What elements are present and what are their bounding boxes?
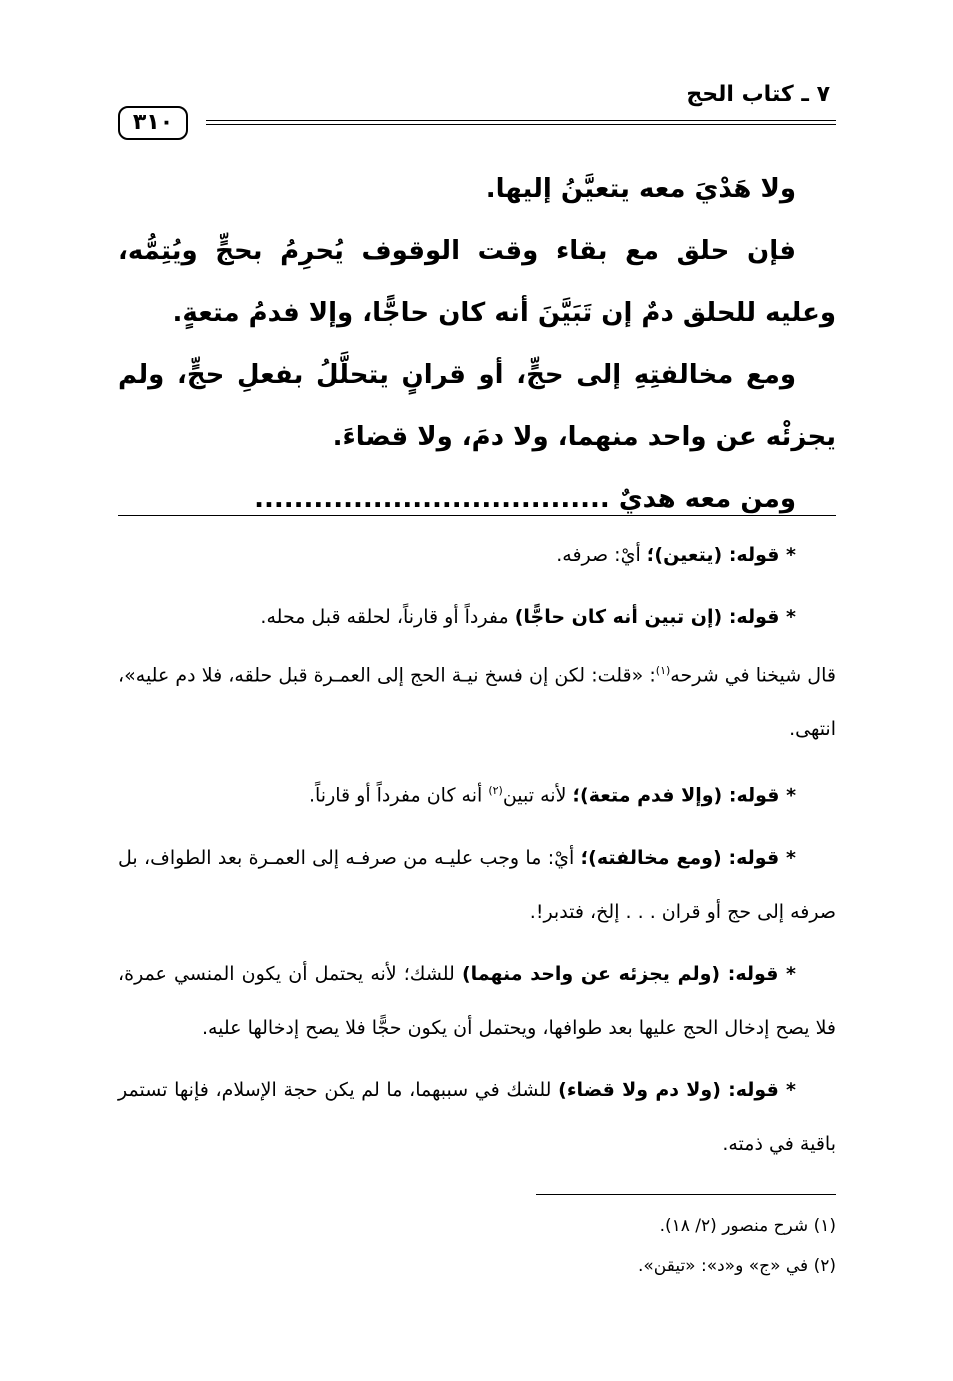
commentary-2 <box>118 590 836 644</box>
main-paragraph-1: ولا هَدْيَ معه يتعيَّنُ إليها. <box>485 174 796 204</box>
page-number: ٣١٠ <box>118 106 188 140</box>
main-paragraph-3: ومع مخالفتِهِ إلى حجٍّ، أو قرانٍ يتحلَّلُ بفعلِ حجٍّ، ولم يجزئْه عن واحد منهما، ولا دمَ، ولا قضاءَ. <box>118 360 836 452</box>
footnotes <box>118 1206 836 1286</box>
commentary-4-b: أنه كان مفرداً أو قارناً. <box>308 784 489 807</box>
commentary-3-b: : «قلت: لكن إن فسخ نيـة الحج إلى العمـرة قبل حلقه، فلا دم عليه»، انتهى. <box>118 664 836 741</box>
main-text <box>118 158 836 530</box>
footnote-2: (٢) في «ج» و«د»: «تيقن». <box>637 1256 836 1276</box>
commentary-6 <box>118 947 836 1055</box>
main-paragraph-4-text: ومن معه هديٌ <box>618 484 796 514</box>
commentary-3-a: قال شيخنا في شرحه <box>670 664 836 687</box>
commentary-7-body: للشك في سببهما، ما لم يكن حجة الإسلام، فإنها تستمر باقية في ذمته. <box>118 1078 836 1155</box>
text-divider <box>118 515 836 516</box>
chapter-title: ٧ ـ كتاب الحج <box>686 82 830 107</box>
main-paragraph-4 <box>118 468 836 530</box>
commentary <box>118 528 836 1171</box>
commentary-4 <box>118 764 836 822</box>
footnote-1: (١) شرح منصور (٢/ ١٨). <box>659 1216 836 1236</box>
commentary-1 <box>118 528 836 582</box>
commentary-1-head: * قوله: (يتعين)؛ <box>646 544 796 566</box>
commentary-5-body: أيْ: ما وجب عليـه من صرفـه إلى العمـرة بعد الطواف، بل صرفه إلى حج أو قران . . . إلخ، فتدبر!. <box>118 846 836 923</box>
header-rule-double <box>206 124 836 125</box>
footnote-rule <box>536 1194 836 1195</box>
commentary-7 <box>118 1063 836 1171</box>
commentary-4-head: * قوله: (وإلا فدم متعة)؛ <box>572 784 796 807</box>
footnote-ref-1: (١) <box>655 664 671 677</box>
commentary-2-body: مفرداً أو قارناً، لحلقه قبل محله. <box>260 606 515 628</box>
commentary-1-body: أيْ: صرفه. <box>556 544 647 566</box>
running-header <box>118 82 836 135</box>
commentary-2-head: * قوله: (إن تبين أنه كان حاجًّا) <box>514 606 796 628</box>
book-page <box>118 78 836 1318</box>
leader-dots: .................................... <box>254 484 610 514</box>
commentary-5-head: * قوله: (ومع مخالفته)؛ <box>580 846 796 869</box>
commentary-6-head: * قوله: (ولم يجزئه عن واحد منهما) <box>461 962 796 985</box>
header-rule <box>206 120 836 121</box>
footnote-ref-2: (٢) <box>488 784 503 798</box>
commentary-4-a: لأنه تبين <box>502 784 573 807</box>
commentary-6-body: للشك؛ لأنه يحتمل أن يكون المنسي عمرة، فلا يصح إدخال الحج عليها بعد طوافها، ويحتمل أن يكون حجًّا فلا يصح إدخالها عليه. <box>118 962 836 1039</box>
commentary-3 <box>118 644 836 756</box>
commentary-5 <box>118 831 836 939</box>
main-paragraph-2: فإن حلق مع بقاء وقت الوقوف يُحرِمُ بحجٍّ ويُتِمُّه، وعليه للحلق دمٌ إن تَبَيَّنَ أنه كان حاجًّا، وإلا فدمُ متعةٍ. <box>118 236 836 328</box>
commentary-7-head: * قوله: (ولا دم ولا قضاء) <box>558 1078 796 1101</box>
